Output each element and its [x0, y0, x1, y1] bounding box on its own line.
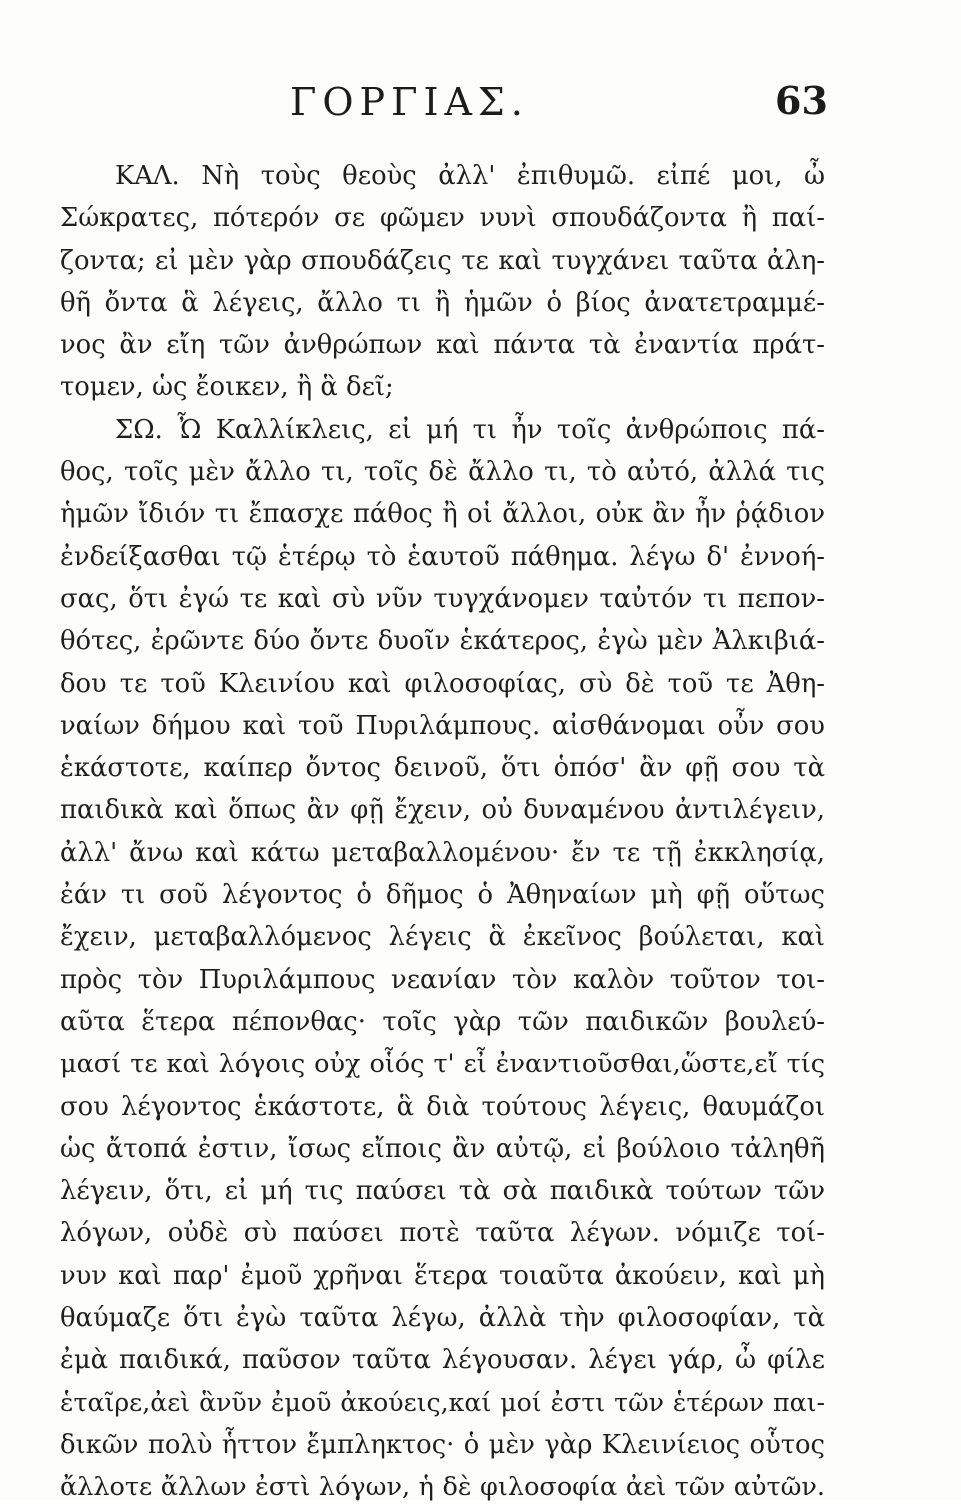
text-line: θος, τοῖς μὲν ἄλλο τι, τοῖς δὲ ἄλλο τι, τὸ αὐτό, ἀλλά τις	[60, 457, 825, 488]
text-line: δου τε τοῦ Κλεινίου καὶ φιλοσοφίας, σὺ δὲ τοῦ τε Ἀθη-	[60, 668, 825, 699]
text-line: Σώκρατες, πότερόν σε φῶμεν νυνὶ σπουδάζοντα ἢ παί-	[60, 203, 825, 234]
text-line: ἑκάστοτε, καίπερ ὄντος δεινοῦ, ὅτι ὁπόσ' ἂν φῇ σου τὰ	[60, 753, 825, 784]
text-line: λόγων, οὐδὲ σὺ παύσει ποτὲ ταῦτα λέγων. νόμιζε τοί-	[60, 1218, 825, 1249]
text-line: λέγειν, ὅτι, εἰ μή τις παύσει τὰ σὰ παιδικὰ τούτων τῶν	[60, 1176, 825, 1207]
text-line: δικῶν πολὺ ἧττον ἔμπληκτος· ὁ μὲν γὰρ Κλεινίειος οὗτος	[60, 1429, 825, 1460]
body-text	[60, 155, 825, 1509]
text-line: παιδικὰ καὶ ὅπως ἂν φῇ ἔχειν, οὐ δυναμένου ἀντιλέγειν,	[60, 795, 825, 826]
text-line: ἑταῖρε,ἀεὶ ἃνῦν ἐμοῦ ἀκούεις,καί μοί ἐστι τῶν ἑτέρων παι-	[60, 1387, 825, 1417]
text-line: θῆ ὄντα ἃ λέγεις, ἄλλο τι ἢ ἡμῶν ὁ βίος ἀνατετραμμέ-	[60, 287, 825, 318]
text-line: ζοντα; εἰ μὲν γὰρ σπουδάζεις τε καὶ τυγχάνει ταῦτα ἀλη-	[60, 245, 825, 276]
text-line: νυν καὶ παρ' ἐμοῦ χρῆναι ἕτερα τοιαῦτα ἀκούειν, καὶ μὴ	[60, 1260, 825, 1291]
text-line: μασί τε καὶ λόγοις οὐχ οἷός τ' εἶ ἐναντιοῦσθαι,ὥστε,εἴ τίς	[60, 1049, 825, 1080]
text-line: θότες, ἐρῶντε δύο ὄντε δυοῖν ἑκάτερος, ἐγὼ μὲν Ἀλκιβιά-	[60, 626, 825, 657]
text-line: ἄλλοτε ἄλλων ἐστὶ λόγων, ἡ δὲ φιλοσοφία ἀεὶ τῶν αὐτῶν.	[60, 1472, 825, 1503]
text-line: αῦτα ἕτερα πέπονθας· τοῖς γὰρ τῶν παιδικῶν βουλεύ-	[60, 1006, 825, 1037]
text-line: σου λέγοντος ἑκάστοτε, ἃ διὰ τούτους λέγεις, θαυμάζοι	[60, 1091, 825, 1122]
text-line: θαύμαζε ὅτι ἐγὼ ταῦτα λέγω, ἀλλὰ τὴν φιλοσοφίαν, τὰ	[60, 1303, 825, 1334]
text-line: ἐάν τι σοῦ λέγοντος ὁ δῆμος ὁ Ἀθηναίων μὴ φῇ οὕτως	[60, 880, 825, 911]
text-line: ὡς ἄτοπά ἐστιν, ἴσως εἴποις ἂν αὐτῷ, εἰ βούλοιο τἀληθῆ	[60, 1133, 825, 1164]
text-line: ἀλλ' ἄνω καὶ κάτω μεταβαλλομένου· ἔν τε τῇ ἐκκλησίᾳ,	[60, 837, 825, 868]
text-line: πρὸς τὸν Πυριλάμπους νεανίαν τὸν καλὸν τοῦτον τοι-	[60, 964, 825, 995]
text-line: ἐμὰ παιδικά, παῦσον ταῦτα λέγουσαν. λέγει γάρ, ὦ φίλε	[60, 1345, 825, 1376]
text-line: ΣΩ. Ὦ Καλλίκλεις, εἰ μή τι ἦν τοῖς ἀνθρώποις πά-	[115, 414, 825, 445]
text-line: νος ἂν εἴη τῶν ἀνθρώπων καὶ πάντα τὰ ἐναντία πράτ-	[60, 330, 825, 361]
text-line: ἔχειν, μεταβαλλόμενος λέγεις ἃ ἐκεῖνος βούλεται, καὶ	[60, 922, 825, 953]
running-head: ΓΟΡΓΙΑΣ.	[290, 80, 529, 124]
text-line: ἐνδείξασθαι τῷ ἑτέρῳ τὸ ἑαυτοῦ πάθημα. λέγω δ' ἐννοή-	[60, 541, 825, 572]
text-line: σας, ὅτι ἐγώ τε καὶ σὺ νῦν τυγχάνομεν ταὐτόν τι πεπον-	[60, 583, 825, 614]
text-line: ἡμῶν ἴδιόν τι ἔπασχε πάθος ἢ οἱ ἄλλοι, οὐκ ἂν ἦν ῥᾴδιον	[60, 499, 825, 530]
page-number: 63	[775, 78, 828, 123]
text-line: τομεν, ὡς ἔοικεν, ἢ ἃ δεῖ;	[60, 372, 394, 403]
text-line: ΚΑΛ. Νὴ τοὺς θεοὺς ἀλλ' ἐπιθυμῶ. εἰπέ μοι, ὦ	[115, 161, 825, 191]
text-line: ναίων δήμου καὶ τοῦ Πυριλάμπους. αἰσθάνομαι οὖν σου	[60, 710, 825, 741]
